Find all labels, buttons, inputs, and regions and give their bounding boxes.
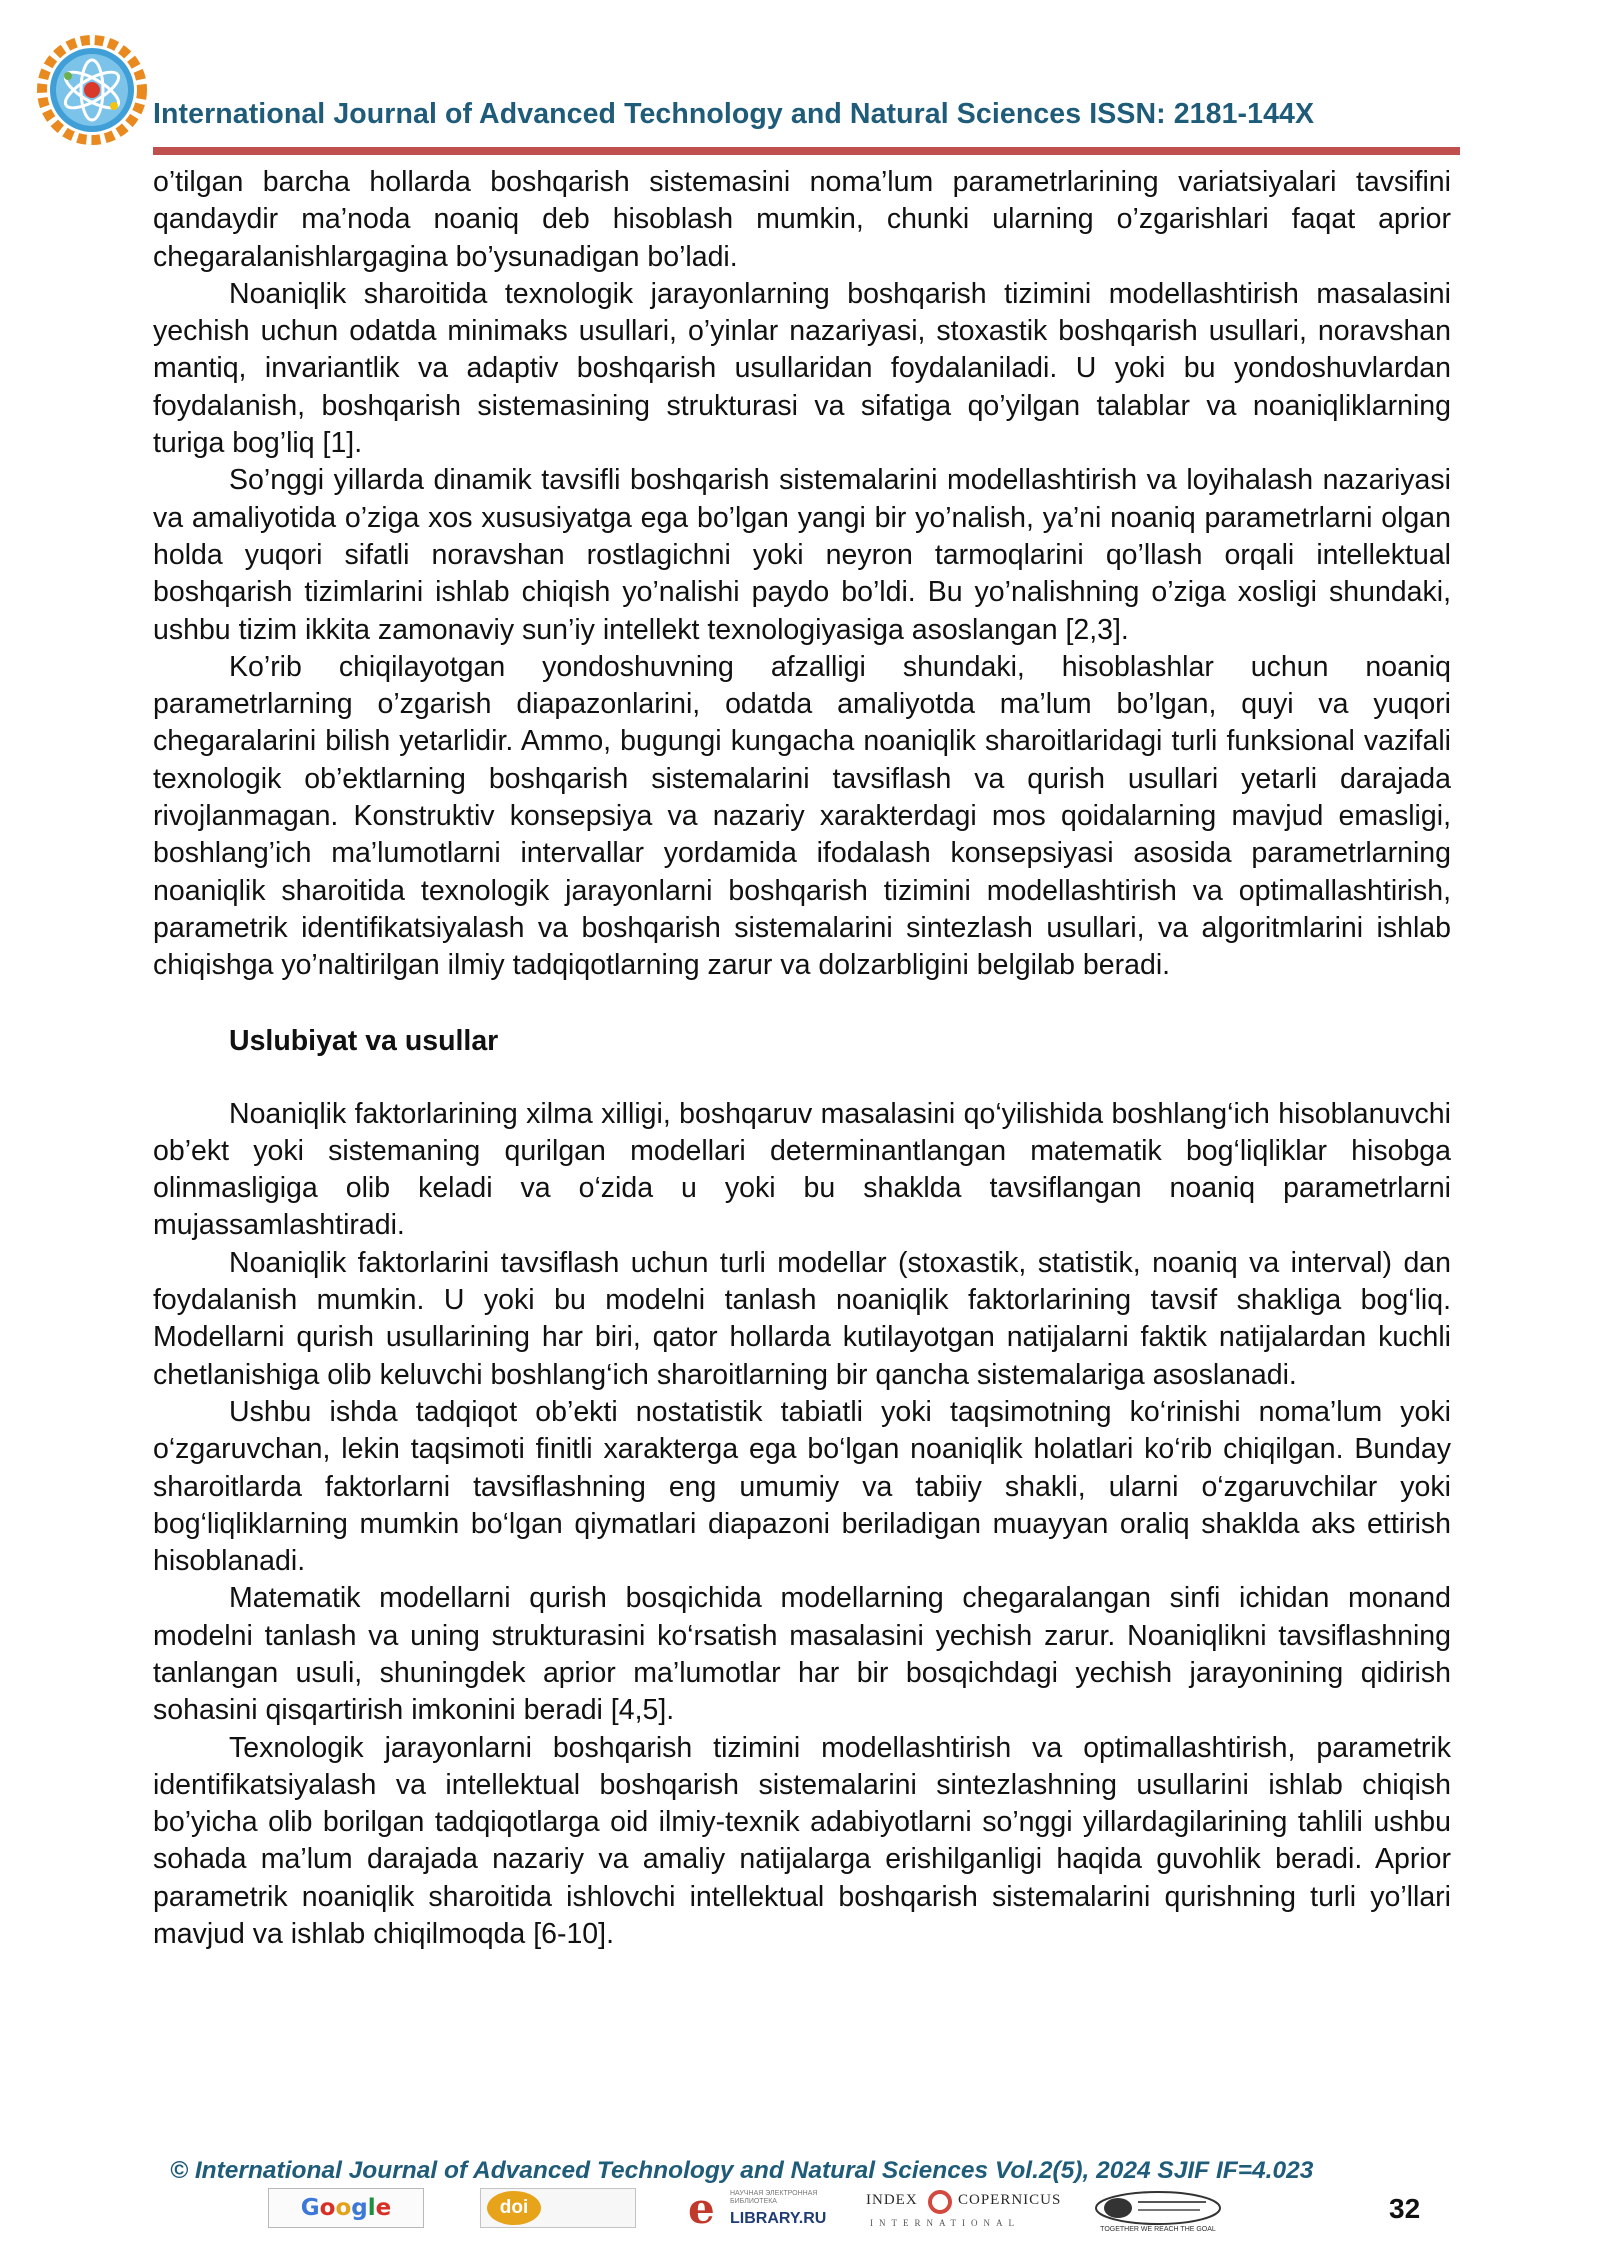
paragraph: o’tilgan barcha hollarda boshqarish sistemasini noma’lum parametrlarining variatsiyalari tavsifini qandaydir ma’noda noaniq deb hisoblash mumkin, chunki ularning o’zgarishlari faqat aprior chegaralanishlargagina bo’ysunadigan bo’ladi.	[153, 166, 1451, 273]
section-heading: Uslubiyat va usullar	[229, 1024, 499, 1057]
google-scholar-logo-icon: G o o g l e	[268, 2188, 424, 2228]
elibrary-label: LIBRARY.RU	[730, 2210, 827, 2227]
copernicus-label: COPERNICUS	[958, 2192, 1062, 2208]
journal-title: International Journal of Advanced Technology and Natural Sciences ISSN: 2181-144X	[153, 98, 1315, 130]
doi-logo-icon	[480, 2188, 636, 2228]
journal-logo-icon	[36, 34, 148, 146]
article-body	[153, 164, 1451, 1953]
paragraph: So’nggi yillarda dinamik tavsifli boshqarish sistemalarini modellashtirish va loyihalash nazariyasi va amaliyotida o’ziga xos xususiyatga ega bo’lgan yangi bir yo’nalish, ya’ni noaniq parametrlarni olgan holda yuqori sifatli noravshan rostlagichni yoki neyron tarmoqlarini qo’llash orqali intellektual boshqarish tizimlarini ishlab chiqish yo’nalishi paydo bo’ldi. Bu yo’nalishning o’ziga xosligi shundaki, ushbu tizim ikkita zamonaviy sun’iy intellekt texnologiyasiga asoslangan [2,3].	[153, 464, 1451, 646]
future-factor-logo-icon	[1088, 2188, 1228, 2234]
copernicus-ring-icon	[928, 2190, 952, 2214]
paragraph: Ko’rib chiqilayotgan yondoshuvning afzalligi shundaki, hisoblashlar uchun noaniq parametrlarning o’zgarish diapazonlarini, odatda amaliyotda ma’lum bo’lgan, quyi va yuqori chegaralarini bilish yetarlidir. Ammo, bugungi kungacha noaniqlik sharoitlaridagi turli funksional vazifali texnologik ob’ektlarning boshqarish sistemalarini tavsiflash va qurish usullari yetarli darajada rivojlanmagan. Konstruktiv konsepsiya va nazariy xarakterdagi mos qoidalarning mavjud emasligi, boshlang’ich ma’lumotlarni intervallar yordamida ifodalash konsepsiyasi asosida parametrlarning noaniqlik sharoitida texnologik jarayonlarni boshqarish tizimini modellashtirish va optimallashtirish, parametrik identifikatsiyalash va boshqarish sistemalarini sintezlash usullari, va algoritmlarini ishlab chiqishga yo’naltirilgan ilmiy tadqiqotlarning zarur va dolzarbligini belgilab beradi.	[153, 650, 1451, 982]
future-tagline: TOGETHER WE REACH THE GOAL	[1100, 2226, 1216, 2233]
paragraph: Matematik modellarni qurish bosqichida modellarning chegaralangan sinfi ichidan monand modelni tanlash va uning strukturasini ko‘rsatish masalasini yechish zarur. Noaniqlikni tavsiflashning tanlangan usuli, shuningdek aprior ma’lumotlar har bir bosqichdagi yechish jarayonining qidirish sohasini qisqartirish imkonini beradi [4,5].	[153, 1582, 1451, 1727]
paragraph: Ushbu ishda tadqiqot ob’ekti nostatistik tabiatli yoki taqsimotning ko‘rinishi noma’lum yoki o‘zgaruvchan, lekin taqsimoti finitli xarakterga ega bo‘lgan noaniqlik holatlari ko‘rib chiqilgan. Bunday sharoitlarda faktorlarni tavsiflashning eng umumiy va tabiiy shakli, ularni o‘zgaruvchilar yoki bog‘liqliklarning mumkin bo‘lgan qiymatlari diapazoni beriladigan muayyan oraliq shaklda aks ettirish hisoblanadi.	[153, 1395, 1451, 1578]
doi-label: doi	[487, 2191, 541, 2225]
index-label: INDEX	[866, 2192, 918, 2208]
footer-citation: © International Journal of Advanced Technology and Natural Sciences Vol.2(5), 2024 SJIF IF=4.023	[170, 2157, 1314, 2184]
elibrary-logo-icon: e НАУЧНАЯ ЭЛЕКТРОННАЯ БИБЛИОТЕКА LIBRARY.RU	[688, 2188, 868, 2232]
page-number: 32	[1389, 2193, 1421, 2224]
paragraph: Texnologik jarayonlarni boshqarish tizimini modellashtirish va optimallashtirish, parametrik identifikatsiyalash va intellektual boshqarish sistemalarini sintezlashning usullarini ishlab chiqish bo’yicha olib borilgan tadqiqotlarga oid ilmiy-texnik adabiyotlarni so’nggi yillardagilarining tahlili ushbu sohada ma’lum darajada nazariy va amaliy natijalarga erishilganligi haqida guvohlik beradi. Aprior parametrik noaniqlik sharoitida ishlovchi intellektual boshqarish sistemalarini qurishning turli yo’llari mavjud va ishlab chiqilmoqda [6-10].	[153, 1731, 1451, 1951]
paragraph: Noaniqlik faktorlarini tavsiflash uchun turli modellar (stoxastik, statistik, noaniq va interval) dan foydalanish mumkin. U yoki bu modelni tanlash noaniqlik faktorlarining tavsif shakliga bog‘liq. Modellarni qurish usullarining har biri, qator hollarda kutilayotgan natijalarni faktik natijalardan kuchli chetlanishiga olib keluvchi boshlang‘ich sharoitlarning bir qancha sistemalariga asoslanadi.	[153, 1246, 1451, 1391]
international-label: INTERNATIONAL	[870, 2218, 1020, 2228]
paragraph: Noaniqlik faktorlarining xilma xilligi, boshqaruv masalasini qo‘yilishida boshlang‘ich hisoblanuvchi ob’ekt yoki sistemaning qurilgan modellari determinantlangan matematik bog‘liqliklar hisobga olinmasligiga olib keladi va o‘zida u yoki bu shaklda tavsiflangan noaniq parametrlarni mujassamlashtiradi.	[153, 1097, 1451, 1242]
paragraph: Noaniqlik sharoitida texnologik jarayonlarning boshqarish tizimini modellashtirish masalasini yechish uchun odatda minimaks usullari, o’yinlar nazariyasi, stoxastik boshqarish usullari, noravshan mantiq, invariantlik va adaptiv boshqarish usullaridan foydalaniladi. U yoki bu yondoshuvlardan foydalanish, boshqarish sistemasining strukturasi va sifatiga qo’yilgan talablar va noaniqliklarning turiga bog’liq [1].	[153, 277, 1451, 460]
elibrary-top-text: НАУЧНАЯ ЭЛЕКТРОННАЯ БИБЛИОТЕКА	[730, 2190, 818, 2205]
index-copernicus-logo-icon	[866, 2188, 1066, 2232]
header-rule	[153, 147, 1460, 155]
